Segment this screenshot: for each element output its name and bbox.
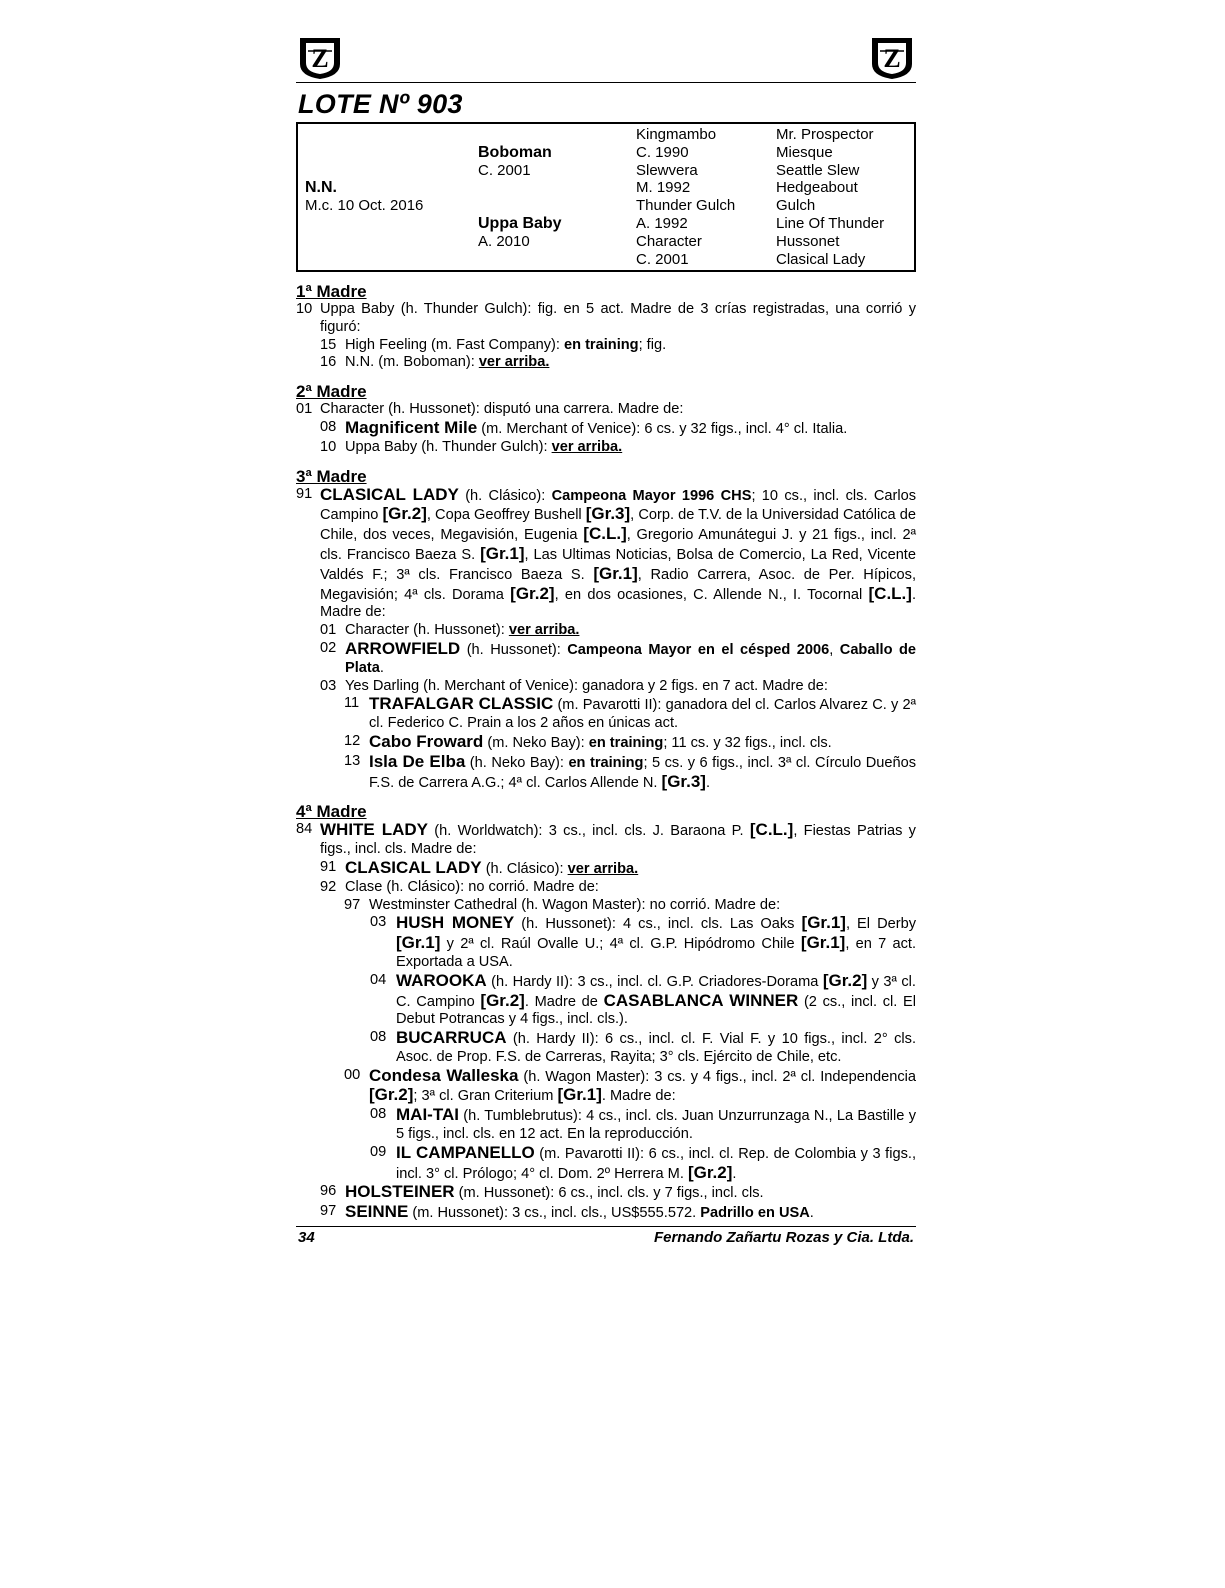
list-item: 16 N.N. (m. Boboman): ver arriba. <box>320 354 550 371</box>
lot-title: LOTE Nº 903 <box>298 89 463 119</box>
third-dam-section <box>296 467 916 793</box>
second-dam-section <box>296 382 916 456</box>
pedigree-cell: Miesque <box>776 143 833 161</box>
company-name: Fernando Zañartu Rozas y Cia. Ltda. <box>653 1229 914 1247</box>
pedigree-table <box>296 122 916 272</box>
pedigree-col-great-grandparents <box>776 126 884 268</box>
section-heading: 4ª Madre <box>296 802 367 822</box>
horse-info: M.c. 10 Oct. 2016 <box>305 197 424 215</box>
dam-name: Uppa Baby <box>478 214 562 232</box>
pedigree-cell: Slewvera <box>636 161 698 179</box>
list-item: 92 Clase (h. Clásico): no corrió. Madre de: <box>320 878 599 895</box>
horse-name: N.N. <box>305 179 337 197</box>
pedigree-cell: Seattle Slew <box>776 161 860 179</box>
pedigree-cell: Clasical Lady <box>776 250 866 268</box>
page-footer <box>296 1226 916 1251</box>
list-item: 08 Magnificent Mile (m. Merchant of Venice): 6 cs. y 32 figs., incl. 4° cl. Italia. <box>320 417 848 437</box>
list-item: 08 MAI-TAI (h. Tumblebrutus): 4 cs., incl. cls. Juan Unzurrunzaga N., La Bastille y 5 figs., incl. cls. en 12 act. En la reproducción. <box>370 1105 916 1143</box>
dam-info: A. 2010 <box>478 232 530 250</box>
list-item: 10 Uppa Baby (h. Thunder Gulch): ver arriba. <box>320 438 623 455</box>
list-item: 04 WAROOKA (h. Hardy II): 3 cs., incl. cl. G.P. Criadores-Dorama [Gr.2] y 3ª cl. C. Campino [Gr.2]. Madre de CASABLANCA WINNER (2 cs., incl. cl. El Debut Potrancas y 4 figs., incl. cls.). <box>370 970 916 1028</box>
list-item: 02 ARROWFIELD (h. Hussonet): Campeona Mayor en el césped 2006, Caballo de Plata. <box>320 638 917 676</box>
pedigree-cell: A. 1992 <box>636 214 688 232</box>
fourth-dam-section <box>296 802 916 1223</box>
pedigree-cell: Hedgeabout <box>776 179 858 197</box>
sire-name: Boboman <box>478 143 552 161</box>
list-item: 01 Character (h. Hussonet): disputó una carrera. Madre de: <box>296 401 684 418</box>
pedigree-cell: Hussonet <box>776 232 840 250</box>
zanartu-logo-icon <box>298 34 342 80</box>
pedigree-cell: Character <box>636 232 702 250</box>
list-item: 15 High Feeling (m. Fast Company): en training; fig. <box>320 336 667 353</box>
page <box>296 30 916 1251</box>
ver-arriba-link[interactable]: ver arriba. <box>567 860 639 877</box>
svg-text:Z: Z <box>883 44 901 73</box>
list-item: 97 Westminster Cathedral (h. Wagon Master): no corrió. Madre de: <box>344 896 781 913</box>
pedigree-cell: C. 1990 <box>636 143 689 161</box>
list-item: 03 Yes Darling (h. Merchant of Venice): ganadora y 2 figs. en 7 act. Madre de: <box>320 677 828 694</box>
list-item: 11 TRAFALGAR CLASSIC (m. Pavarotti II): ganadora del cl. Carlos Alvarez C. y 2ª cl. Federico C. Prain a los 2 años en únicas act. <box>344 694 916 732</box>
list-item: 91 CLASICAL LADY (h. Clásico): ver arriba. <box>320 857 639 877</box>
list-item: 00 Condesa Walleska (h. Wagon Master): 3 cs. y 4 figs., incl. 2ª cl. Independencia [Gr.2]; 3ª cl. Gran Criterium [Gr.1]. Madre de: <box>344 1065 916 1105</box>
pedigree-col-parents <box>478 126 562 251</box>
svg-text:Z: Z <box>311 44 329 73</box>
page-number: 34 <box>298 1229 315 1247</box>
pedigree-cell: C. 2001 <box>636 250 689 268</box>
list-item: 09 IL CAMPANELLO (m. Pavarotti II): 6 cs., incl. cl. Rep. de Colombia y 3 figs., incl. 3° cl. Prólogo; 4° cl. Dom. 2º Herrera M. [Gr.2]. <box>370 1142 917 1182</box>
list-item: 84 WHITE LADY (h. Worldwatch): 3 cs., incl. cls. J. Baraona P. [C.L.], Fiestas Patrias y figs., incl. cls. Madre de: <box>296 820 916 858</box>
list-item: 97 SEINNE (m. Hussonet): 3 cs., incl. cls., US$555.572. Padrillo en USA. <box>320 1202 814 1222</box>
list-item: 03 HUSH MONEY (h. Hussonet): 4 cs., incl. cls. Las Oaks [Gr.1], El Derby [Gr.1] y 2ª cl. Raúl Ovalle U.; 4ª cl. G.P. Hipódromo Chile [Gr.1], en 7 act. Exportada a USA. <box>370 913 917 970</box>
pedigree-cell: Gulch <box>776 197 816 215</box>
zanartu-logo-icon <box>870 34 914 80</box>
ver-arriba-link[interactable]: ver arriba. <box>478 354 550 371</box>
list-item: 10 Uppa Baby (h. Thunder Gulch): fig. en 5 act. Madre de 3 crías registradas, una corrió y figuró: <box>296 301 916 335</box>
pedigree-cell: Kingmambo <box>636 126 717 143</box>
list-item: 12 Cabo Froward (m. Neko Bay): en training; 11 cs. y 32 figs., incl. cls. <box>344 731 832 751</box>
sire-info: C. 2001 <box>478 161 531 179</box>
pedigree-col-grandparents <box>636 126 735 268</box>
pedigree-cell: M. 1992 <box>636 179 691 197</box>
list-item: 01 Character (h. Hussonet): ver arriba. <box>320 622 580 639</box>
ver-arriba-link[interactable]: ver arriba. <box>508 622 580 639</box>
list-item: 91 CLASICAL LADY (h. Clásico): Campeona Mayor 1996 CHS; 10 cs., incl. cls. Carlos Campino [Gr.2], Copa Geoffrey Bushell [Gr.3], Corp. de T.V. de la Universidad Católica de Chile, dos veces, Megavisión, Eugenia [C.L.], Gregorio Amunátegui J. y 21 figs., incl. 2ª cls. Francisco Baeza S. [Gr.1], Las Ultimas Noticias, Bolsa de Comercio, La Red, Vicente Valdés F.; 3ª cls. Francisco Baeza S. [Gr.1], Radio Carrera, Asoc. de Per. Hípicos, Megavisión; 4ª cls. Dorama [Gr.2], en dos ocasiones, C. Allende N., I. Tocornal [C.L.]. Madre de: <box>296 484 916 621</box>
section-heading: 2ª Madre <box>296 382 367 402</box>
first-dam-section <box>296 282 916 372</box>
page-header <box>296 30 916 83</box>
ver-arriba-link[interactable]: ver arriba. <box>551 438 623 455</box>
pedigree-cell: Line Of Thunder <box>776 214 885 232</box>
list-item: 13 Isla De Elba (h. Neko Bay): en training; 5 cs. y 6 figs., incl. 3ª cl. Círculo Dueños F.S. de Carrera A.G.; 4ª cl. Carlos Allende N. [Gr.3]. <box>344 751 916 791</box>
list-item: 96 HOLSTEINER (m. Hussonet): 6 cs., incl. cls. y 7 figs., incl. cls. <box>320 1182 764 1202</box>
pedigree-cell: Thunder Gulch <box>636 197 736 215</box>
section-heading: 1ª Madre <box>296 282 367 301</box>
pedigree-col-horse <box>305 126 423 215</box>
list-item: 08 BUCARRUCA (h. Hardy II): 6 cs., incl. cl. F. Vial F. y 10 figs., incl. 2° cls. Asoc. de Prop. F.S. de Carreras, Rayita; 3° cls. Ejército de Chile, etc. <box>370 1028 916 1065</box>
pedigree-cell: Mr. Prospector <box>776 126 874 143</box>
section-heading: 3ª Madre <box>296 466 367 486</box>
